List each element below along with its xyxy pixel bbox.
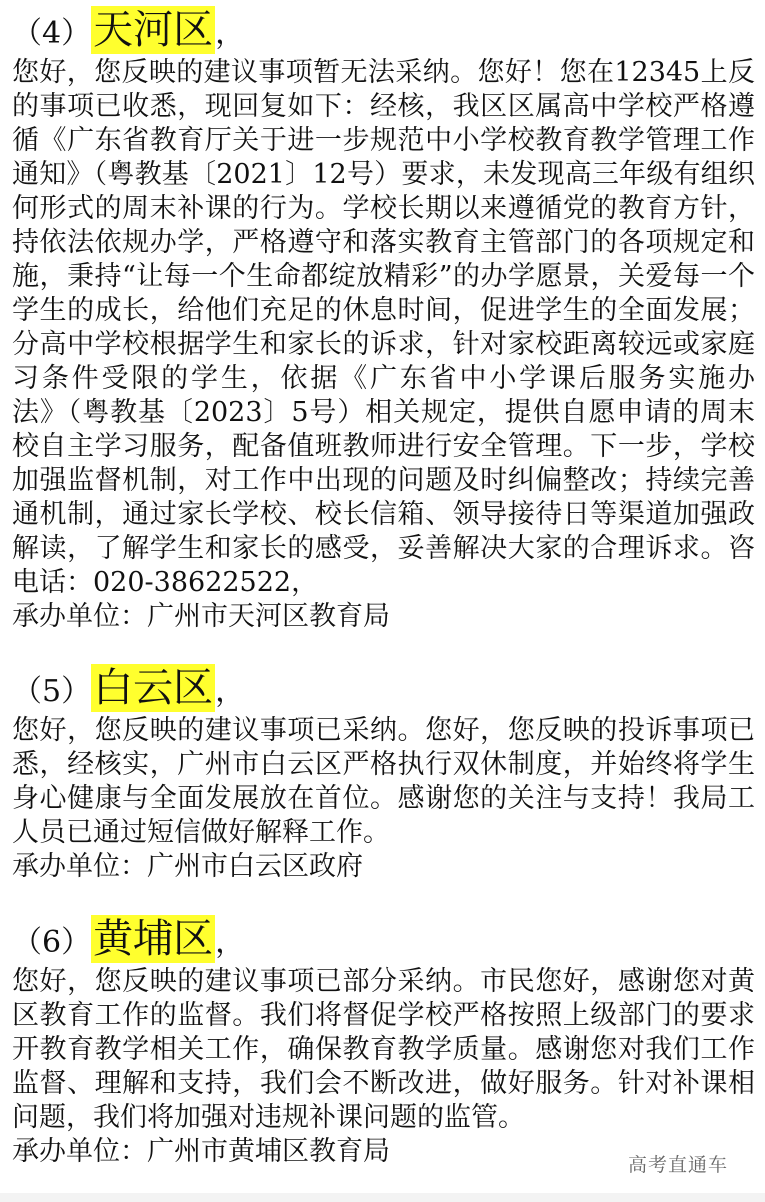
handling-unit: 承办单位：广州市天河区教育局 (12, 601, 390, 632)
handling-unit: 承办单位：广州市黄埔区教育局 (12, 1136, 390, 1167)
section-number: （4） (12, 16, 92, 51)
body-line: 法》（粤教基〔2023〕5号）相关规定，提供自愿申请的周末 (12, 397, 755, 428)
section-baiyun (12, 664, 755, 884)
heading-comma: ， (215, 16, 246, 51)
body-line: 区教育工作的监督。我们将督促学校严格按照上级部门的要求 (12, 1000, 755, 1031)
section-heading (12, 915, 755, 965)
watermark: 高考直通车 (628, 1154, 729, 1176)
body-line: 习条件受限的学生，依据《广东省中小学课后服务实施办 (12, 363, 755, 394)
body-line: 分高中学校根据学生和家长的诉求，针对家校距离较远或家庭 (12, 329, 755, 360)
body-line: 监督、理解和支持，我们会不断改进，做好服务。针对补课相 (12, 1068, 755, 1099)
handling-unit: 承办单位：广州市白云区政府 (12, 851, 363, 882)
heading-comma: ， (215, 925, 246, 960)
body-line: 循《广东省教育厅关于进一步规范中小学校教育教学管理工作 (12, 125, 755, 156)
section-heading (12, 6, 755, 56)
body-line: 校自主学习服务，配备值班教师进行安全管理。下一步，学校 (12, 431, 755, 462)
section-number: （5） (12, 674, 92, 709)
body-line: 解读，了解学生和家长的感受，妥善解决大家的合理诉求。咨 (12, 533, 755, 564)
body-line: 人员已通过短信做好解释工作。 (12, 817, 390, 848)
body-line: 何形式的周末补课的行为。学校长期以来遵循党的教育方针， (12, 193, 755, 224)
body-line: 通知》（粤教基〔2021〕12号）要求，未发现高三年级有组织 (12, 159, 755, 190)
body-line: 加强监督机制，对工作中出现的问题及时纠偏整改；持续完善 (12, 465, 755, 496)
section-huangpu (12, 915, 755, 1169)
body-line: 通机制，通过家长学校、校长信箱、领导接待日等渠道加强政 (12, 499, 755, 530)
heading-comma: ， (215, 674, 246, 709)
body-line: 悉，经核实，广州市白云区严格执行双休制度，并始终将学生 (12, 749, 755, 780)
body-line: 您好，您反映的建议事项暂无法采纳。您好！您在12345上反 (12, 57, 755, 88)
bottom-divider (0, 1193, 765, 1202)
body-line: 持依法依规办学，严格遵守和落实教育主管部门的各项规定和 (12, 227, 755, 258)
district-highlight: 天河区 (93, 7, 214, 53)
body-line: 的事项已收悉，现回复如下：经核，我区区属高中学校严格遵 (12, 91, 755, 122)
section-number: （6） (12, 925, 92, 960)
body-line: 电话：020-38622522， (12, 567, 319, 598)
body-line: 您好，您反映的建议事项已部分采纳。市民您好，感谢您对黄 (12, 966, 755, 997)
body-line: 您好，您反映的建议事项已采纳。您好，您反映的投诉事项已 (12, 715, 755, 746)
section-heading (12, 664, 755, 714)
district-highlight: 黄埔区 (93, 916, 214, 962)
body-line: 施，秉持“让每一个生命都绽放精彩”的办学愿景，关爱每一个 (12, 261, 755, 292)
body-line: 学生的成长，给他们充足的休息时间，促进学生的全面发展； (12, 295, 755, 326)
body-line: 开教育教学相关工作，确保教育教学质量。感谢您对我们工作 (12, 1034, 755, 1065)
district-highlight: 白云区 (93, 665, 214, 711)
body-line: 问题，我们将加强对违规补课问题的监管。 (12, 1102, 525, 1133)
section-tianhe (12, 6, 755, 634)
body-line: 身心健康与全面发展放在首位。感谢您的关注与支持！我局工 (12, 783, 755, 814)
